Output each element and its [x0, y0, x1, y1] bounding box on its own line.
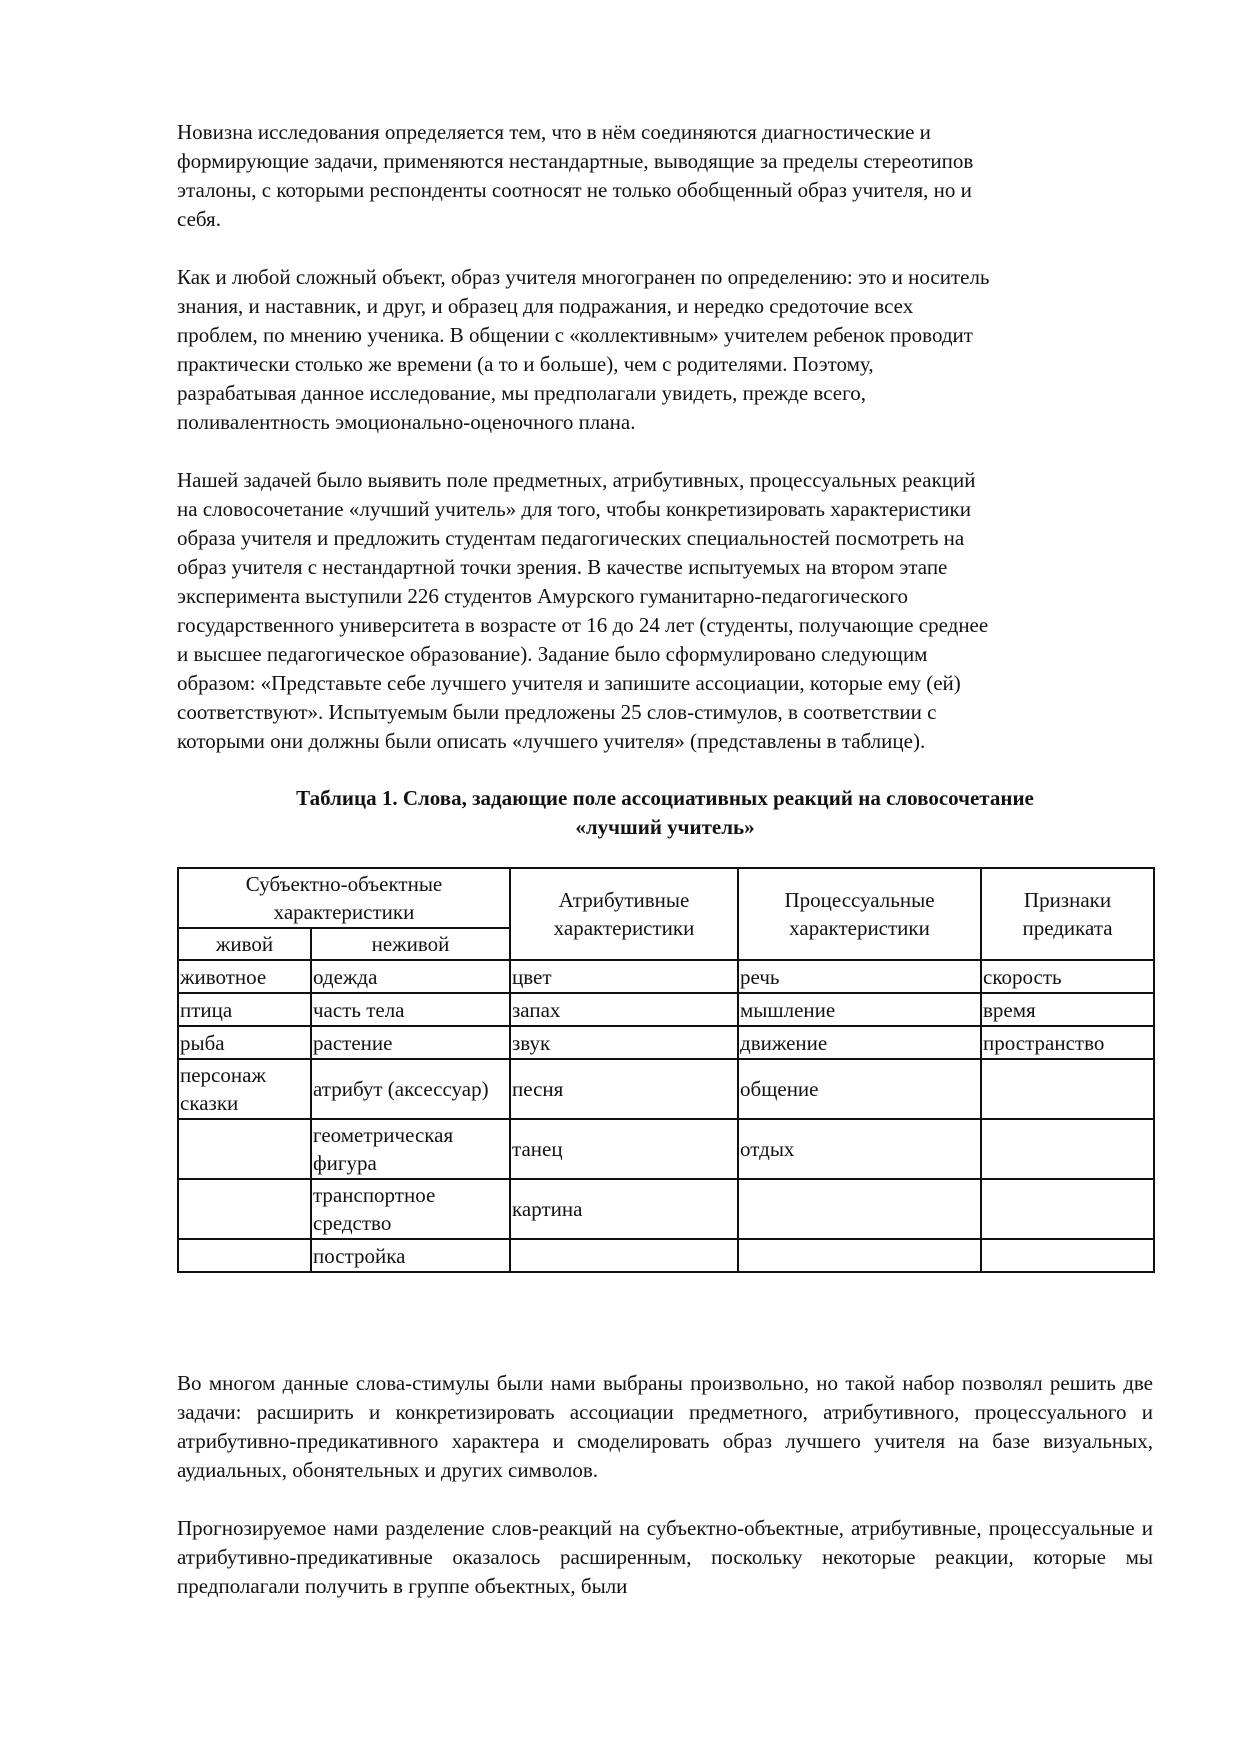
text-line: поливалентность эмоционально-оценочного плана. — [177, 410, 636, 434]
table-cell — [981, 1179, 1154, 1239]
table-row — [178, 1179, 1154, 1239]
table-cell: часть тела — [311, 993, 510, 1026]
table-cell: рыба — [178, 1026, 311, 1059]
table-cell: речь — [738, 960, 981, 993]
paragraph-stimuli: Во многом данные слова-стимулы были нами выбраны произвольно, но такой набор позволял решить две задачи: расширить и конкретизировать ассоциации предметного, атрибутивного, процессуального и атрибутивно-предикативного характера и смоделировать образ лучшего учителя на базе визуальных, аудиальных, обонятельных и других символов. — [177, 1371, 1153, 1482]
table-cell — [738, 1179, 981, 1239]
table-cell: картина — [510, 1179, 738, 1239]
table-cell — [981, 1059, 1154, 1119]
paragraph-teacher-image — [177, 263, 1153, 437]
text-line: эталоны, с которыми респонденты соотносят не только обобщенный образ учителя, но и — [177, 178, 972, 202]
table-cell: песня — [510, 1059, 738, 1119]
caption-line: «лучший учитель» — [575, 815, 755, 839]
table-cell: транспортное средство — [311, 1179, 510, 1239]
header-animate: живой — [178, 928, 311, 960]
paragraph-division: Прогнозируемое нами разделение слов-реакций на субъектно-объектные, атрибутивные, процессуальные и атрибутивно-предикативные оказалось расширенным, поскольку некоторые реакции, которые мы предполагали получить в группе объектных, были — [177, 1516, 1153, 1598]
table-row — [178, 1119, 1154, 1179]
paragraph-novelty — [177, 118, 1153, 234]
text-line: проблем, по мнению ученика. В общении с «коллективным» учителем ребенок проводит — [177, 323, 973, 347]
text-line: которыми они должны были описать «лучшего учителя» (представлены в таблице). — [177, 729, 926, 753]
text-line: и высшее педагогическое образование). Задание было сформулировано следующим — [177, 642, 928, 666]
table-cell: скорость — [981, 960, 1154, 993]
table-cell: атрибут (аксессуар) — [311, 1059, 510, 1119]
table-cell: отдых — [738, 1119, 981, 1179]
table-cell — [981, 1119, 1154, 1179]
table-cell: время — [981, 993, 1154, 1026]
table-cell — [178, 1239, 311, 1272]
header-attributive: Атрибутивные характеристики — [510, 868, 738, 960]
caption-line: Таблица 1. Слова, задающие поле ассоциативных реакций на словосочетание — [296, 786, 1034, 810]
table-cell — [178, 1179, 311, 1239]
text-line: образ учителя с нестандартной точки зрения. В качестве испытуемых на втором этапе — [177, 555, 948, 579]
table-cell: постройка — [311, 1239, 510, 1272]
header-inanimate: неживой — [311, 928, 510, 960]
table-cell: запах — [510, 993, 738, 1026]
table-row — [178, 1059, 1154, 1119]
text-line: знания, и наставник, и друг, и образец для подражания, и нередко средоточие всех — [177, 294, 914, 318]
table-cell: общение — [738, 1059, 981, 1119]
table-cell: геометрическая фигура — [311, 1119, 510, 1179]
text-line: Новизна исследования определяется тем, что в нём соединяются диагностические и — [177, 120, 931, 144]
text-line: Нашей задачей было выявить поле предметных, атрибутивных, процессуальных реакций — [177, 468, 976, 492]
table-row — [178, 1239, 1154, 1272]
header-subject-object: Субъектно-объектные характеристики — [178, 868, 510, 928]
text-line: образа учителя и предложить студентам педагогических специальностей посмотреть на — [177, 526, 965, 550]
table-cell: мышление — [738, 993, 981, 1026]
text-line: эксперимента выступили 226 студентов Амурского гуманитарно-педагогического — [177, 584, 909, 608]
header-processual: Процессуальные характеристики — [738, 868, 981, 960]
text-line: образом: «Представьте себе лучшего учителя и запишите ассоциации, которые ему (ей) — [177, 671, 961, 695]
association-table — [177, 867, 1155, 1273]
table-cell: звук — [510, 1026, 738, 1059]
table-cell: растение — [311, 1026, 510, 1059]
table-cell — [738, 1239, 981, 1272]
table-cell: движение — [738, 1026, 981, 1059]
table-cell: одежда — [311, 960, 510, 993]
text-line: разрабатывая данное исследование, мы предполагали увидеть, прежде всего, — [177, 381, 866, 405]
table-cell: танец — [510, 1119, 738, 1179]
table-cell: пространство — [981, 1026, 1154, 1059]
paragraph-task — [177, 466, 1153, 756]
document-page — [177, 118, 1153, 1601]
table-caption — [177, 784, 1153, 842]
table-row — [178, 960, 1154, 993]
table-cell: животное — [178, 960, 311, 993]
table-row — [178, 993, 1154, 1026]
table-row — [178, 1026, 1154, 1059]
table-cell — [510, 1239, 738, 1272]
text-line: формирующие задачи, применяются нестандартные, выводящие за пределы стереотипов — [177, 149, 974, 173]
header-predicate: Признаки предиката — [981, 868, 1154, 960]
table-cell: персонаж сказки — [178, 1059, 311, 1119]
text-line: практически столько же времени (а то и больше), чем с родителями. Поэтому, — [177, 352, 874, 376]
text-line: на словосочетание «лучший учитель» для того, чтобы конкретизировать характеристики — [177, 497, 971, 521]
table-cell: птица — [178, 993, 311, 1026]
text-line: Как и любой сложный объект, образ учителя многогранен по определению: это и носитель — [177, 265, 990, 289]
table-cell — [178, 1119, 311, 1179]
text-line: себя. — [177, 207, 221, 231]
text-line: государственного университета в возрасте от 16 до 24 лет (студенты, получающие среднее — [177, 613, 989, 637]
table-cell — [981, 1239, 1154, 1272]
text-line: соответствуют». Испытуемым были предложены 25 слов-стимулов, в соответствии с — [177, 700, 937, 724]
table-cell: цвет — [510, 960, 738, 993]
table-header-row — [178, 868, 1154, 928]
